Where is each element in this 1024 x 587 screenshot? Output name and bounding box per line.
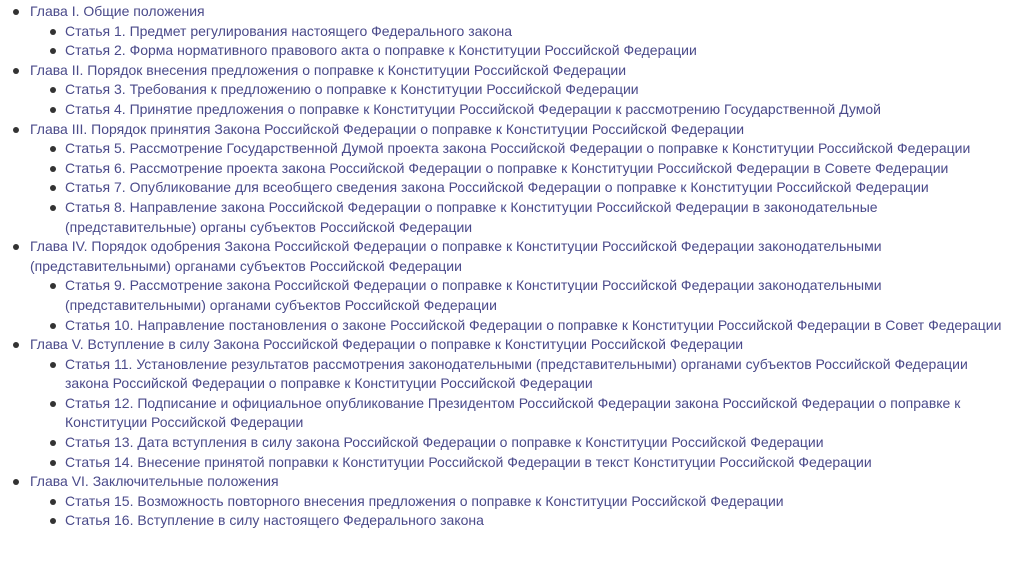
article-link[interactable]: Статья 6. Рассмотрение проекта закона Российской Федерации о поправке к Конституции Российской Федерации в Совете Федерации	[65, 159, 949, 176]
article-link[interactable]: Статья 12. Подписание и официальное опубликование Президентом Российской Федерации закона Российской Федерации о поправке к Конституции Российской Федерации	[65, 394, 961, 431]
article-item	[30, 80, 1024, 100]
article-list	[30, 80, 1024, 119]
article-link[interactable]: Статья 4. Принятие предложения о поправке к Конституции Российской Федерации к рассмотрению Государственной Думой	[65, 100, 881, 117]
article-item	[30, 159, 1024, 179]
article-item	[30, 22, 1024, 42]
article-link[interactable]: Статья 5. Рассмотрение Государственной Думой проекта закона Российской Федерации о поправке к Конституции Российской Федерации	[65, 140, 971, 157]
article-list	[30, 139, 1024, 237]
article-list	[30, 492, 1024, 531]
article-item	[30, 198, 1024, 237]
article-item	[30, 178, 1024, 198]
chapter-link[interactable]: Глава V. Вступление в силу Закона Российской Федерации о поправке к Конституции Российской Федерации	[30, 336, 744, 353]
article-item	[30, 316, 1024, 336]
article-link[interactable]: Статья 11. Установление результатов рассмотрения законодательными (представительными) органами субъектов Российской Федерации закона Российской Федерации о поправке к Конституции Российской Федерации	[65, 355, 968, 392]
chapter-link[interactable]: Глава IV. Порядок одобрения Закона Российской Федерации о поправке к Конституции Российской Федерации законодательными (представительными) органами субъектов Российской Федерации	[30, 238, 882, 274]
chapter-item	[0, 335, 1024, 472]
article-item	[30, 511, 1024, 531]
chapter-link[interactable]: Глава III. Порядок принятия Закона Российской Федерации о поправке к Конституции Российской Федерации	[30, 120, 745, 137]
article-item	[30, 492, 1024, 512]
article-link[interactable]: Статья 8. Направление закона Российской Федерации о поправке к Конституции Российской Федерации в законодательные (представительные) органы субъектов Российской Федерации	[65, 198, 878, 235]
article-item	[30, 433, 1024, 453]
article-item	[30, 276, 1024, 315]
article-list	[30, 276, 1024, 335]
article-link[interactable]: Статья 9. Рассмотрение закона Российской Федерации о поправке к Конституции Российской Федерации законодательными (представительными) органами субъектов Российской Федерации	[65, 277, 882, 313]
article-item	[30, 100, 1024, 120]
chapter-item	[0, 120, 1024, 238]
article-list	[30, 355, 1024, 473]
article-link[interactable]: Статья 16. Вступление в силу настоящего Федерального закона	[65, 512, 484, 529]
article-link[interactable]: Статья 2. Форма нормативного правового акта о поправке к Конституции Российской Федерации	[65, 42, 697, 59]
article-item	[30, 355, 1024, 394]
chapter-link[interactable]: Глава I. Общие положения	[30, 3, 205, 19]
chapter-item	[0, 237, 1024, 335]
chapter-link[interactable]: Глава VI. Заключительные положения	[30, 473, 279, 490]
article-link[interactable]: Статья 3. Требования к предложению о поправке к Конституции Российской Федерации	[65, 81, 639, 98]
article-link[interactable]: Статья 7. Опубликование для всеобщего сведения закона Российской Федерации о поправке к Конституции Российской Федерации	[65, 179, 929, 196]
article-item	[30, 453, 1024, 473]
chapter-item	[0, 61, 1024, 120]
chapter-item	[0, 2, 1024, 61]
article-link[interactable]: Статья 15. Возможность повторного внесения предложения о поправке к Конституции Российской Федерации	[65, 492, 784, 509]
article-link[interactable]: Статья 10. Направление постановления о законе Российской Федерации о поправке к Конституции Российской Федерации в Совет Федерации	[65, 316, 1002, 333]
article-link[interactable]: Статья 1. Предмет регулирования настоящего Федерального закона	[65, 22, 513, 39]
article-list	[30, 22, 1024, 61]
article-item	[30, 394, 1024, 433]
article-link[interactable]: Статья 13. Дата вступления в силу закона Российской Федерации о поправке к Конституции Российской Федерации	[65, 434, 824, 451]
article-item	[30, 139, 1024, 159]
article-link[interactable]: Статья 14. Внесение принятой поправки к Конституции Российской Федерации в текст Конституции Российской Федерации	[65, 453, 872, 470]
chapter-item	[0, 472, 1024, 531]
article-item	[30, 41, 1024, 61]
chapter-link[interactable]: Глава II. Порядок внесения предложения о поправке к Конституции Российской Федерации	[30, 61, 627, 78]
